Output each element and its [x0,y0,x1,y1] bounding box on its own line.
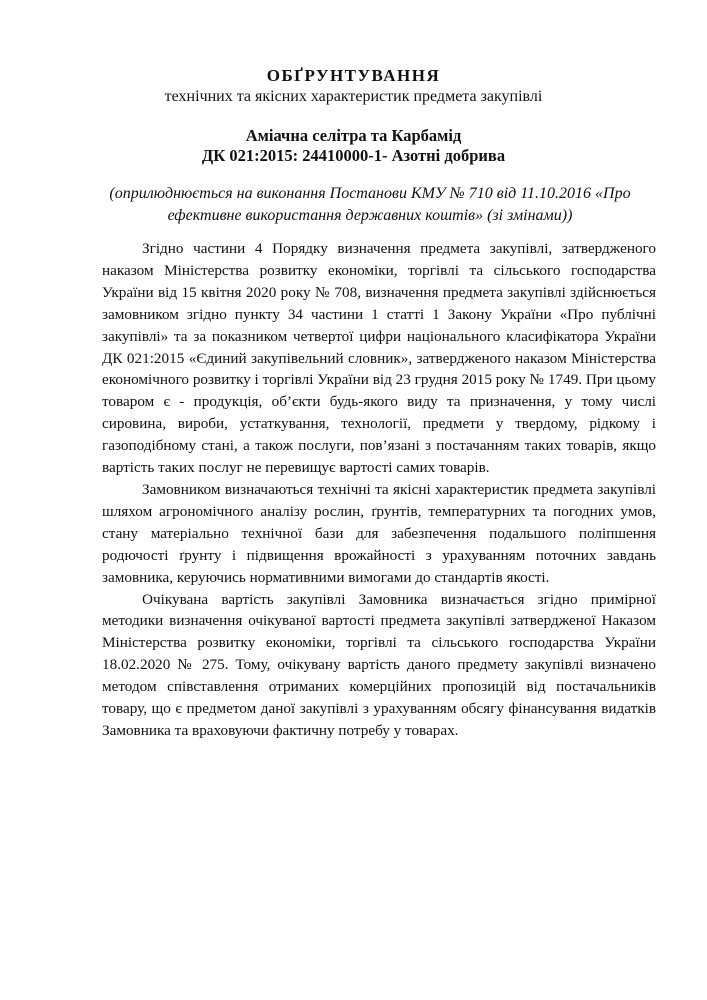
paragraph-characteristics: Замовником визначаються технічні та якісні характеристик предмета закупівлі шляхом агрономічного аналізу рослин, ґрунтів, температурних та погодних умов, стану матеріально технічної бази для забезпечення подальшого поліпшення родючості ґрунту і підвищення врожайності з урахуванням поточних завдань замовника, керуючись нормативними вимогами до стандартів якості. [102,480,656,586]
procurement-subject: Аміачна селітра та Карбамід [245,126,462,145]
procurement-code: ДК 021:2015: 24410000-1- Азотні добрива [201,146,506,165]
paragraph-expected-cost: Очікувана вартість закупівлі Замовника визначається згідно примірної методики визначення очікуваної вартості предмета закупівлі затвердженої Наказом Міністерства розвитку економіки, торгівлі та сільського господарства України 18.02.2020 № 275. Тому, очікувану вартість даного предмету закупівлі визначено методом співставлення отриманих комерційних пропозицій від постачальників товару, що є предметом даної закупівлі з урахуванням обсягу фінансування видатків Замовника та враховуючи фактичну потребу у товарах. [102,590,656,739]
document-title: ОБҐРУНТУВАННЯ [266,66,441,85]
paragraph-definition: Згідно частини 4 Порядку визначення предмета закупівлі, затвердженого наказом Міністерства розвитку економіки, торгівлі та сільського господарства України від 15 квітня 2020 року № 708, визначення предмета закупівлі здійснюється замовником згідно пункту 34 частини 1 статті 1 Закону України «Про публічні закупівлі» та за показником четвертої цифри національного класифікатора України ДК 021:2015 «Єдиний закупівельний словник», затвердженого наказом Міністерства економічного розвитку і торгівлі України від 23 грудня 2015 року № 1749. При цьому товаром є - продукція, об’єкти будь-якого виду та призначення, у тому числі сировина, вироби, устаткування, технології, предмети у твердому, рідкому і газоподібному стані, а також послуги, пов’язані з постачанням таких товарів, якщо вартість таких послуг не перевищує вартості самих товарів. [102,240,656,477]
document-body [102,238,656,742]
publication-note: (оприлюднюється на виконання Постанови КМУ № 710 від 11.10.2016 «Про ефективне використання державних коштів» (зі змінами)) [109,185,631,224]
document-subtitle: технічних та якісних характеристик предмета закупівлі [164,88,543,105]
